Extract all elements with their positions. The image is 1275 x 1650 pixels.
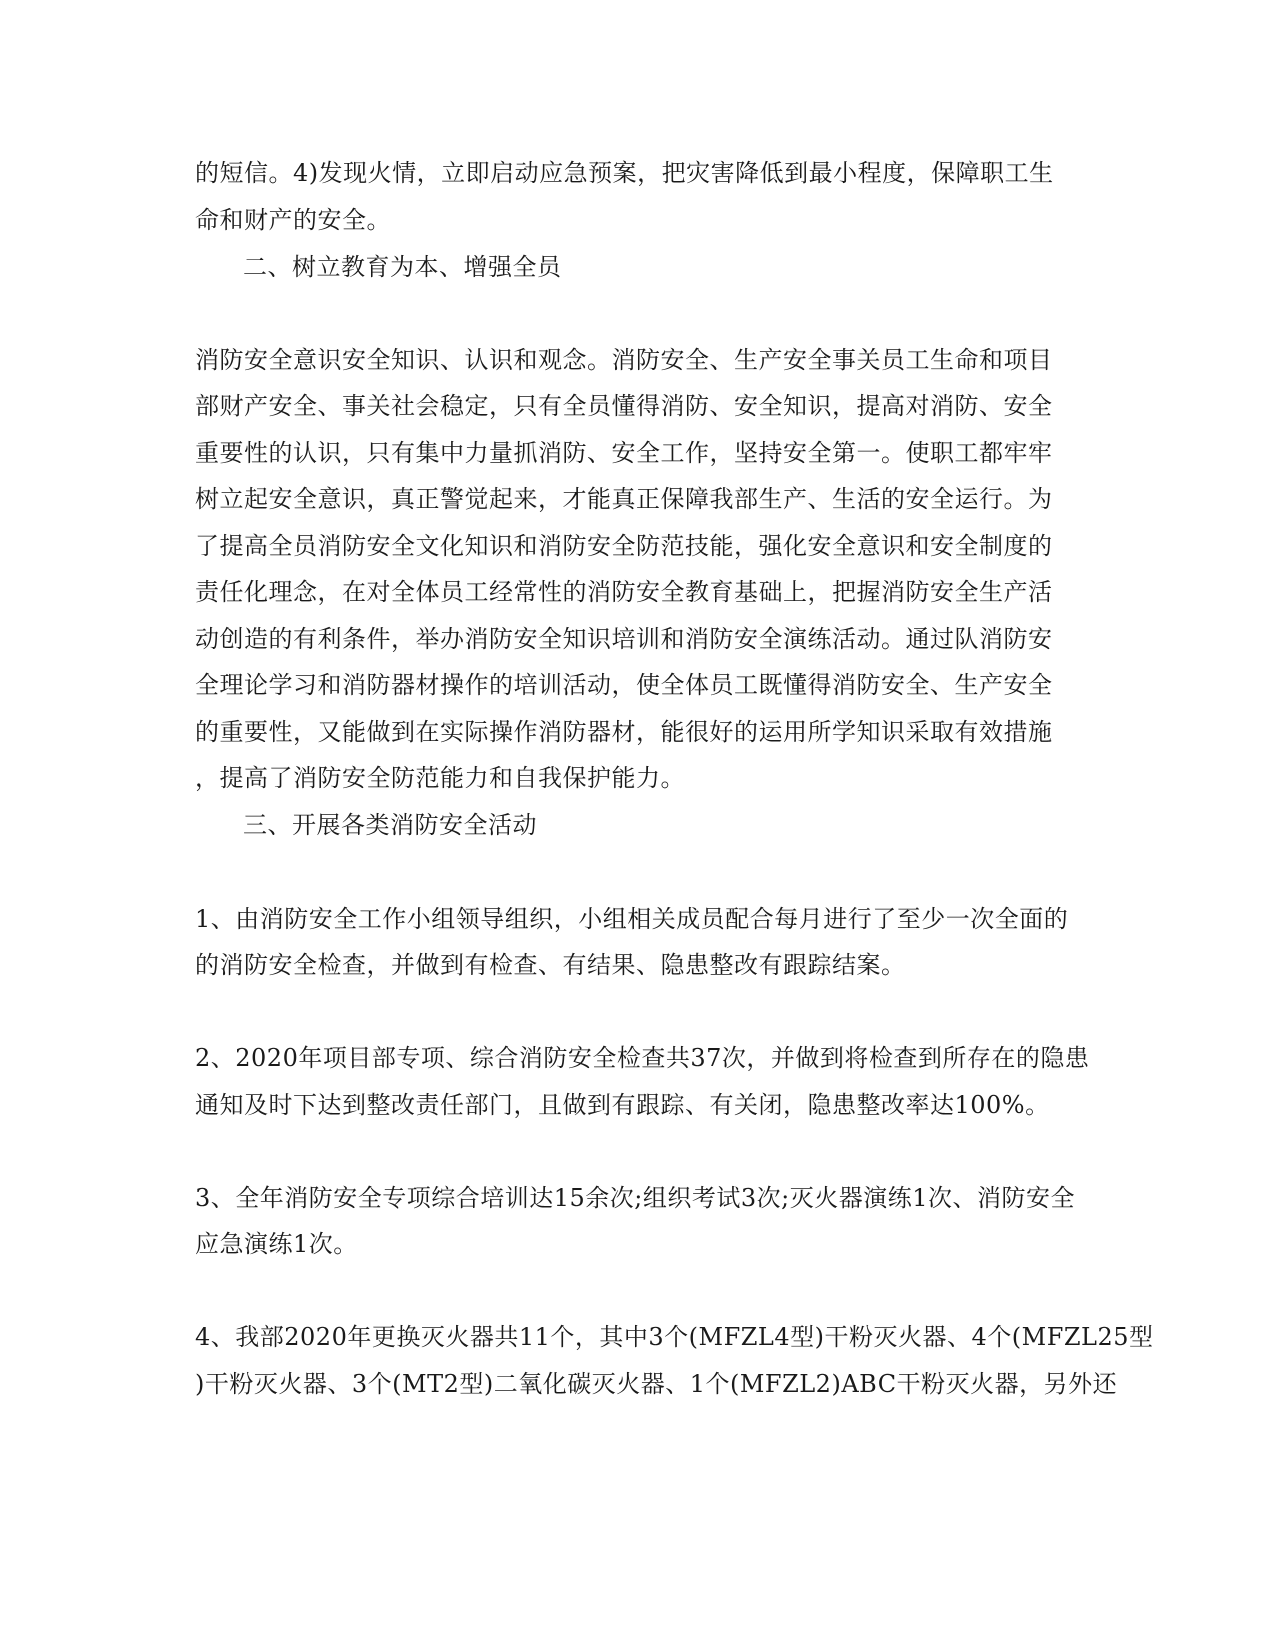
list-item-line: 1、由消防安全工作小组领导组织，小组相关成员配合每月进行了至少一次全面的 xyxy=(195,905,1069,933)
list-item-line: 通知及时下达到整改责任部门，且做到有跟踪、有关闭，隐患整改率达100%。 xyxy=(195,1091,1050,1119)
list-item-line: 3、全年消防安全专项综合培训达15余次;组织考试3次;灭火器演练1次、消防安全 xyxy=(195,1184,1076,1212)
text-line: 命和财产的安全。 xyxy=(195,206,391,234)
text-line: 全理论学习和消防器材操作的培训活动，使全体员工既懂得消防安全、生产安全 xyxy=(195,671,1053,699)
text-line: 了提高全员消防安全文化知识和消防安全防范技能，强化安全意识和安全制度的 xyxy=(195,532,1053,560)
list-item-line: 应急演练1次。 xyxy=(195,1230,358,1258)
text-line: ，提高了消防安全防范能力和自我保护能力。 xyxy=(195,764,685,792)
list-item-line: 2、2020年项目部专项、综合消防安全检查共37次，并做到将检查到所存在的隐患 xyxy=(195,1044,1090,1072)
section-heading: 三、开展各类消防安全活动 xyxy=(243,811,537,839)
section-heading: 二、树立教育为本、增强全员 xyxy=(243,253,562,281)
text-line: 责任化理念，在对全体员工经常性的消防安全教育基础上，把握消防安全生产活 xyxy=(195,578,1053,606)
text-line: 消防安全意识安全知识、认识和观念。消防安全、生产安全事关员工生命和项目 xyxy=(195,346,1053,374)
list-item-line: 的消防安全检查，并做到有检查、有结果、隐患整改有跟踪结案。 xyxy=(195,951,906,979)
text-line: 动创造的有利条件，举办消防安全知识培训和消防安全演练活动。通过队消防安 xyxy=(195,625,1053,653)
text-line: 的短信。4)发现火情，立即启动应急预案，把灾害降低到最小程度，保障职工生 xyxy=(195,159,1054,187)
text-line: 的重要性，又能做到在实际操作消防器材，能很好的运用所学知识采取有效措施 xyxy=(195,718,1053,746)
text-line: 重要性的认识，只有集中力量抓消防、安全工作，坚持安全第一。使职工都牢牢 xyxy=(195,439,1053,467)
list-item-line: )干粉灭火器、3个(MT2型)二氧化碳灭火器、1个(MFZL2)ABC干粉灭火器，另外还 xyxy=(195,1370,1118,1398)
text-line: 树立起安全意识，真正警觉起来，才能真正保障我部生产、生活的安全运行。为 xyxy=(195,485,1053,513)
list-item-line: 4、我部2020年更换灭火器共11个，其中3个(MFZL4型)干粉灭火器、4个(MFZL25型 xyxy=(195,1323,1154,1351)
text-line: 部财产安全、事关社会稳定，只有全员懂得消防、安全知识，提高对消防、安全 xyxy=(195,392,1053,420)
